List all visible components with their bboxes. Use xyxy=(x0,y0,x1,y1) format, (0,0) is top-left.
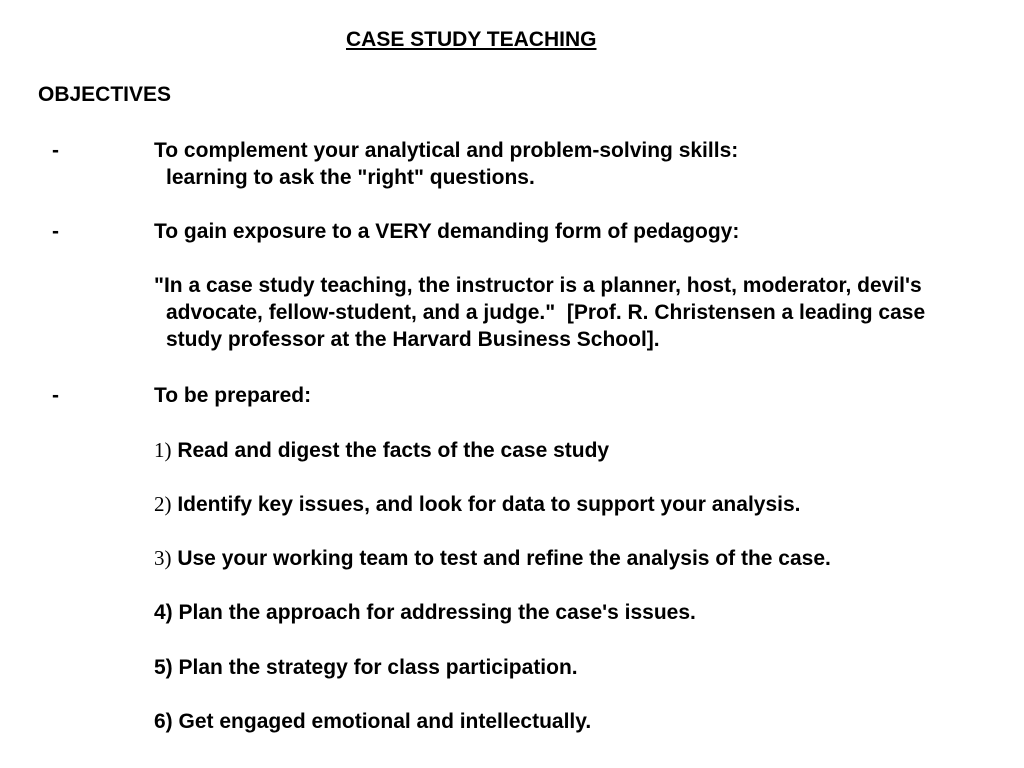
objective-3-line-1: To be prepared: xyxy=(154,384,312,407)
objective-2-quote-line-1: "In a case study teaching, the instructor is a planner, host, moderator, devil's xyxy=(154,274,922,297)
step-3 xyxy=(154,546,831,571)
step-1-text: Read and digest the facts of the case study xyxy=(171,439,610,462)
step-2-number: 2) xyxy=(154,492,172,516)
objective-1-line-1: To complement your analytical and problem-solving skills: xyxy=(154,139,739,162)
step-2 xyxy=(154,492,801,517)
bullet-marker: - xyxy=(52,384,59,407)
step-6-number: 6) xyxy=(154,710,173,733)
step-5 xyxy=(154,656,578,680)
step-4-number: 4) xyxy=(154,601,173,624)
bullet-marker: - xyxy=(52,220,59,243)
step-3-text: Use your working team to test and refine the analysis of the case. xyxy=(171,547,831,570)
objective-2-line-1: To gain exposure to a VERY demanding form of pedagogy: xyxy=(154,220,740,243)
objective-2-quote-line-2: advocate, fellow-student, and a judge." [Prof. R. Christensen a leading case xyxy=(166,301,926,324)
objectives-heading: OBJECTIVES xyxy=(38,83,172,106)
step-6 xyxy=(154,710,591,734)
step-3-number: 3) xyxy=(154,546,172,570)
page-title: CASE STUDY TEACHING xyxy=(346,28,597,51)
step-1-number: 1) xyxy=(154,438,172,462)
step-5-text: Plan the strategy for class participation. xyxy=(172,656,578,679)
bullet-marker: - xyxy=(52,139,59,162)
step-5-number: 5) xyxy=(154,656,173,679)
step-4-text: Plan the approach for addressing the case's issues. xyxy=(172,601,696,624)
step-2-text: Identify key issues, and look for data to support your analysis. xyxy=(171,493,801,516)
objective-1-line-2: learning to ask the "right" questions. xyxy=(166,166,535,189)
step-4 xyxy=(154,601,696,625)
objective-2-quote-line-3: study professor at the Harvard Business School]. xyxy=(166,328,660,351)
step-1 xyxy=(154,438,609,463)
step-6-text: Get engaged emotional and intellectually. xyxy=(172,710,592,733)
